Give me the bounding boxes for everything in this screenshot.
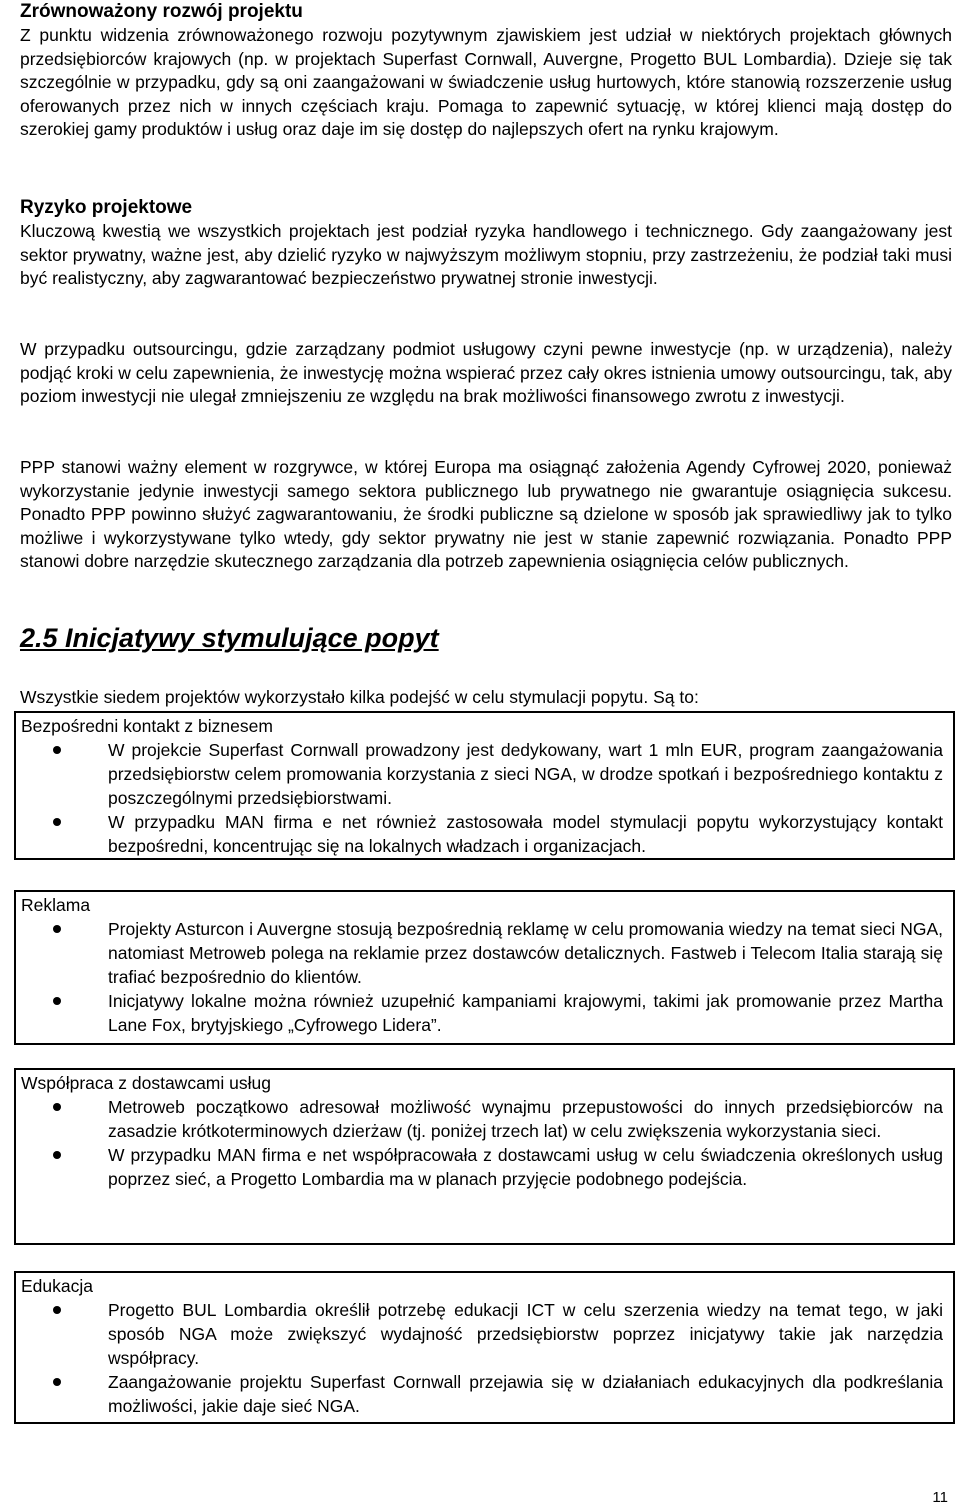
chapter-intro: Wszystkie siedem projektów wykorzystało kilka podejść w celu stymulacji popytu. Są to: xyxy=(20,687,699,707)
paragraph-risk-1: Kluczową kwestią we wszystkich projektach jest podział ryzyka handlowego i technicznego. Gdy zaangażowany jest sektor prywatny, ważne jest, aby dzielić ryzyko w najwyższym możliwym stopniu, przy zastrzeżeniu, że podział taki musi być realistyczny, aby zagwarantować bezpieczeństwo prywatnej stronie inwestycji. xyxy=(20,221,952,288)
page-number: 11 xyxy=(932,1489,948,1506)
list-item-text: W projekcie Superfast Cornwall prowadzony jest dedykowany, wart 1 mln EUR, program zaangażowania przedsiębiorstw celem promowania korzystania z sieci NGA, w drodze spotkań i bezpośredniego kontaktu z poszczególnymi przedsiębiorstwami. xyxy=(108,740,943,808)
bullet-icon xyxy=(53,1151,61,1159)
section-heading-risk: Ryzyko projektowe xyxy=(20,197,193,218)
list-item-text: W przypadku MAN firma e net również zastosowała model stymulacji popytu wykorzystujący kontakt bezpośredni, koncentrując się na lokalnych władzach i organizacjach. xyxy=(108,812,943,856)
box-title-education: Edukacja xyxy=(21,1276,93,1296)
list-item xyxy=(21,989,943,1037)
section-heading-sustainable: Zrównoważony rozwój projektu xyxy=(20,1,303,22)
list-item xyxy=(21,1143,943,1191)
list-item-text: W przypadku MAN firma e net współpracowała z dostawcami usług w celu świadczenia określonych usług poprzez sieć, a Progetto Lombardia ma w planach przyjęcie podobnego podejścia. xyxy=(108,1145,943,1189)
bullet-icon xyxy=(53,1378,61,1386)
bullet-icon xyxy=(53,1306,61,1314)
paragraph-risk-3: PPP stanowi ważny element w rozgrywce, w której Europa ma osiągnąć założenia Agendy Cyfrowej 2020, ponieważ wykorzystanie jedynie inwestycji samego sektora publicznego lub prywatnego nie gwarantuje osiągnięcia sukcesu. Ponadto PPP powinno służyć zagwarantowaniu, że środki publiczne są dzielone w sposób jak sprawiedliwy jak to tylko możliwe i wykorzystywane tylko wtedy, gdy sektor prywatny nie jest w stanie zapewnić rozwiązania. Ponadto PPP stanowi dobre narzędzie skutecznego zarządzania dla potrzeb zapewnienia osiągnięcia celów publicznych. xyxy=(20,457,952,571)
box-education xyxy=(14,1271,955,1424)
bullet-list-education xyxy=(21,1298,943,1418)
bullet-icon xyxy=(53,1103,61,1111)
box-title-advertising: Reklama xyxy=(21,895,91,915)
list-item xyxy=(21,917,943,989)
list-item-text: Progetto BUL Lombardia określił potrzebę edukacji ICT w celu szerzenia wiedzy na temat tego, w jaki sposób NGA może zwiększyć wydajność przedsiębiorstw poprzez inicjatywy takie jak narzędzia współpracy. xyxy=(108,1300,943,1368)
bullet-icon xyxy=(53,997,61,1005)
list-item-text: Inicjatywy lokalne można również uzupełnić kampaniami krajowymi, takimi jak promowanie przez Martha Lane Fox, brytyjskiego „Cyfrowego Lidera”. xyxy=(108,991,943,1035)
bullet-list-service-providers xyxy=(21,1095,943,1191)
list-item-text: Metroweb początkowo adresował możliwość wynajmu przepustowości do innych przedsiębiorców na zasadzie krótkoterminowych dzierżaw (tj. poniżej trzech lat) w celu zwiększenia wykorzystania sieci. xyxy=(108,1097,943,1141)
list-item-text: Zaangażowanie projektu Superfast Cornwall przejawia się w działaniach edukacyjnych dla podkreślania możliwości, jakie daje sieć NGA. xyxy=(108,1372,943,1416)
paragraph-sustainable: Z punktu widzenia zrównoważonego rozwoju pozytywnym zjawiskiem jest udział w niektórych projektach głównych przedsiębiorców krajowych (np. w projektach Superfast Cornwall, Auvergne, Progetto BUL Lombardia). Dzieje się tak szczególnie w przypadku, gdy są oni zaangażowani w świadczenie usług hurtowych, które stanowią rozszerzenie usług oferowanych przez nich w innych częściach kraju. Pomaga to zapewnić sytuację, w której klienci mają dostęp do szerokiej gamy produktów i usług oraz daje im się dostęp do najlepszych ofert na rynku krajowym. xyxy=(20,25,952,139)
bullet-list-direct-contact xyxy=(21,738,943,858)
box-direct-contact xyxy=(14,711,955,860)
list-item xyxy=(21,1298,943,1370)
list-item xyxy=(21,1370,943,1418)
box-service-providers xyxy=(14,1068,955,1245)
list-item xyxy=(21,1095,943,1143)
paragraph-risk-2: W przypadku outsourcingu, gdzie zarządzany podmiot usługowy czyni pewne inwestycje (np. w urządzenia), należy podjąć kroki w celu zapewnienia, że inwestycję można wspierać przez cały okres istnienia umowy outsourcingu, tak, aby poziom inwestycji nie ulegał zmniejszeniu ze względu na brak możliwości finansowego zwrotu z inwestycji. xyxy=(20,339,952,406)
list-item-text: Projekty Asturcon i Auvergne stosują bezpośrednią reklamę w celu promowania wiedzy na temat sieci NGA, natomiast Metroweb polega na reklamie przez dostawców detalicznych. Fastweb i Telecom Italia starają się trafiać bezpośrednio do klientów. xyxy=(108,919,943,987)
bullet-list-advertising xyxy=(21,917,943,1037)
box-title-service-providers: Współpraca z dostawcami usług xyxy=(21,1073,271,1093)
list-item xyxy=(21,810,943,858)
box-advertising xyxy=(14,890,955,1045)
bullet-icon xyxy=(53,818,61,826)
box-title-direct-contact: Bezpośredni kontakt z biznesem xyxy=(21,716,273,736)
bullet-icon xyxy=(53,925,61,933)
list-item xyxy=(21,738,943,810)
chapter-heading: 2.5 Inicjatywy stymulujące popyt xyxy=(20,623,439,653)
bullet-icon xyxy=(53,746,61,754)
